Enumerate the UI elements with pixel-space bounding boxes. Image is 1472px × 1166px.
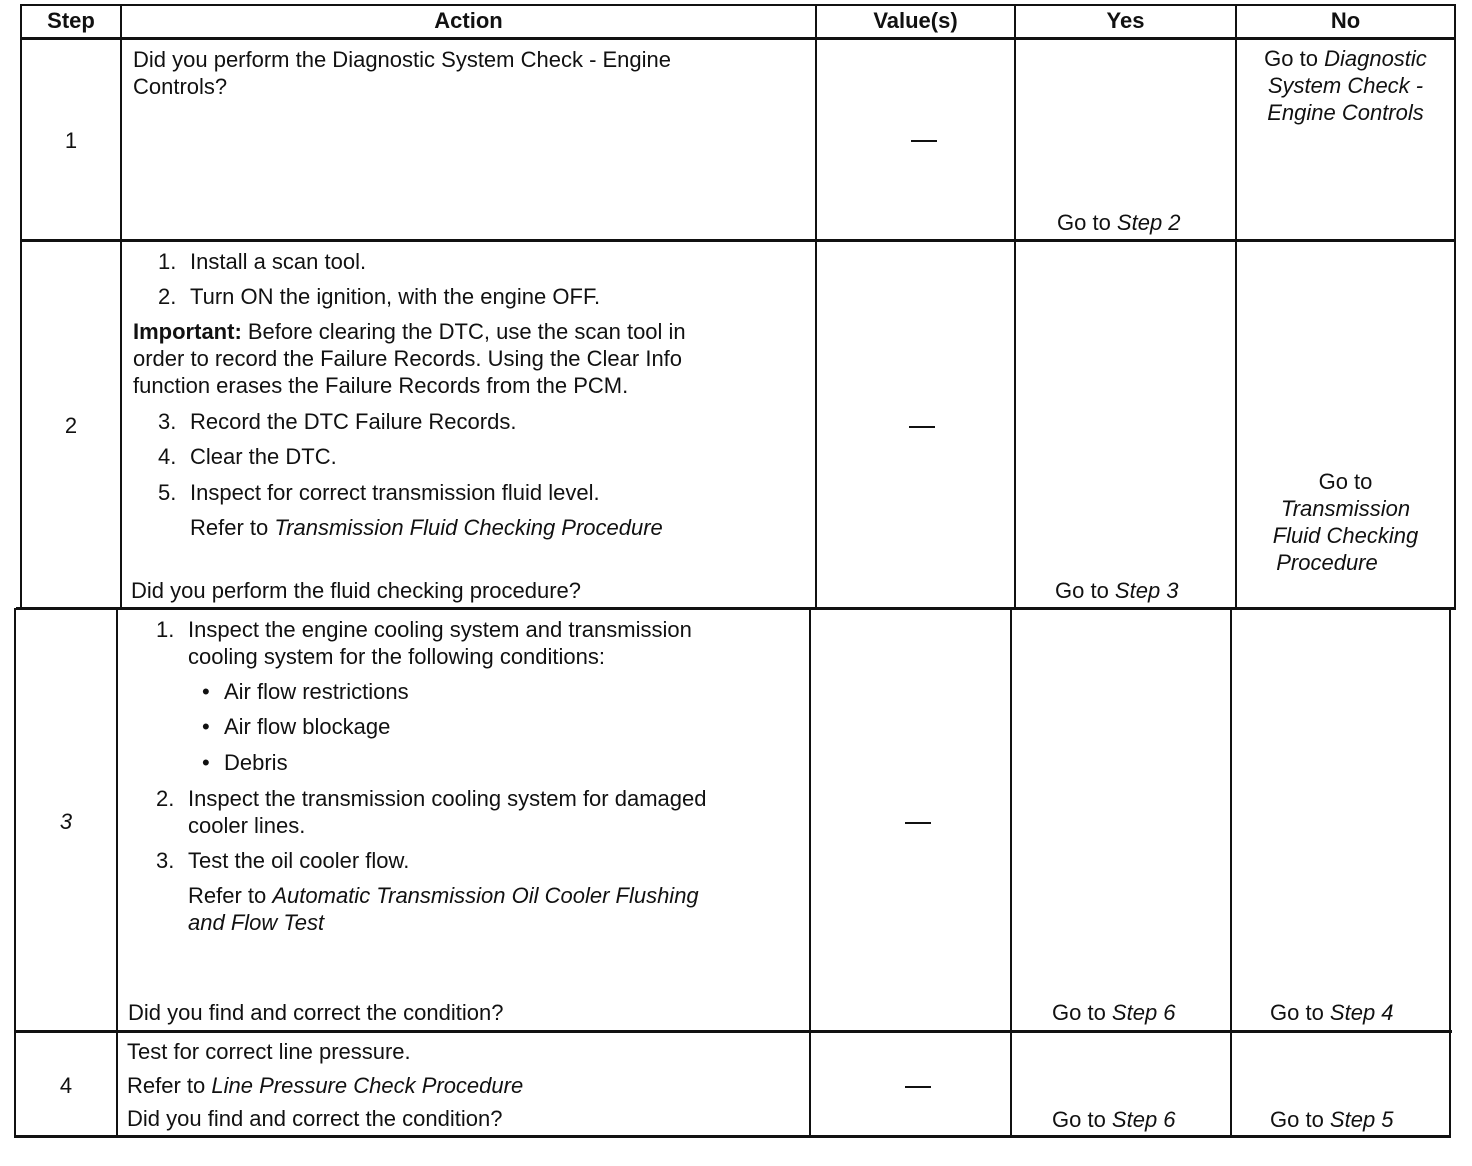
row3-refer-2: and Flow Test [188, 910, 325, 935]
step-number-4: 4 [59, 1073, 73, 1098]
row3-bullet2: • [202, 714, 210, 739]
row1-no-line2: System Check - [1267, 73, 1424, 98]
rule-action-value [815, 4, 817, 608]
rule-right [1454, 4, 1456, 608]
rule-right-lower [1449, 608, 1451, 1138]
rule-step-action-lower [116, 608, 118, 1138]
row3-b3: Debris [224, 750, 288, 775]
row2-value-dash [909, 426, 935, 428]
row1-no-line1: Go to Diagnostic [1264, 46, 1427, 71]
row1-action-line2: Controls? [133, 74, 228, 99]
row2-yes: Go to Step 3 [1055, 578, 1179, 603]
row3-item2-2: cooler lines. [188, 813, 306, 838]
row3-question: Did you find and correct the condition? [128, 1000, 504, 1025]
rule-row3 [14, 1030, 1452, 1033]
row2-no-line4: Procedure [1276, 550, 1378, 575]
row3-item1-2: cooling system for the following conditions: [188, 644, 605, 669]
header-step: Step [47, 8, 95, 33]
row2-refer: Refer to Transmission Fluid Checking Procedure [190, 515, 663, 540]
step-number-1: 1 [64, 128, 78, 153]
rule-header [20, 37, 1456, 40]
row3-num2: 2. [156, 786, 175, 811]
row3-bullet1: • [202, 679, 210, 704]
row2-num5: 5. [158, 480, 177, 505]
row3-num1: 1. [156, 617, 175, 642]
row2-item5: Inspect for correct transmission fluid level. [190, 480, 600, 505]
rule-yes-no-lower [1230, 608, 1232, 1138]
header-values: Value(s) [873, 8, 958, 33]
row2-no-line1: Go to [1318, 469, 1373, 494]
row3-bullet3: • [202, 750, 210, 775]
row1-action-line1: Did you perform the Diagnostic System Check - Engine [133, 47, 672, 72]
row4-no: Go to Step 5 [1270, 1107, 1394, 1132]
row3-no: Go to Step 4 [1270, 1000, 1394, 1025]
rule-step-action [120, 4, 122, 608]
row1-yes: Go to Step 2 [1057, 210, 1181, 235]
row3-refer-1: Refer to Automatic Transmission Oil Cooler Flushing [188, 883, 699, 908]
rule-left [20, 4, 22, 608]
row2-num4: 4. [158, 444, 177, 469]
row3-b1: Air flow restrictions [224, 679, 409, 704]
step-number-2: 2 [64, 413, 78, 438]
row2-num2: 2. [158, 284, 177, 309]
row2-important-2: order to record the Failure Records. Using the Clear Info [133, 346, 683, 371]
row4-value-dash [905, 1086, 931, 1088]
row2-question: Did you perform the fluid checking procedure? [131, 578, 582, 603]
row2-item4: Clear the DTC. [190, 444, 337, 469]
row3-num3: 3. [156, 848, 175, 873]
row2-num1: 1. [158, 249, 177, 274]
row2-item3: Record the DTC Failure Records. [190, 409, 517, 434]
row4-yes: Go to Step 6 [1052, 1107, 1176, 1132]
header-no: No [1330, 8, 1361, 33]
row4-question: Did you find and correct the condition? [127, 1106, 503, 1131]
rule-row1 [20, 239, 1456, 242]
row2-important-1: Important: Before clearing the DTC, use the scan tool in [133, 319, 686, 344]
header-yes: Yes [1106, 8, 1145, 33]
rule-action-value-lower [809, 608, 811, 1138]
row3-item1-1: Inspect the engine cooling system and transmission [188, 617, 692, 642]
row2-item2: Turn ON the ignition, with the engine OFF. [190, 284, 601, 309]
rule-row2 [16, 607, 1456, 610]
row1-no-line3: Engine Controls [1267, 100, 1424, 125]
rule-top [20, 4, 1456, 6]
row4-line1: Test for correct line pressure. [127, 1039, 411, 1064]
row3-value-dash [905, 822, 931, 824]
row2-no-line3: Fluid Checking [1272, 523, 1419, 548]
header-action: Action [434, 8, 503, 33]
row3-b2: Air flow blockage [224, 714, 391, 739]
row4-refer: Refer to Line Pressure Check Procedure [127, 1073, 524, 1098]
rule-value-yes [1014, 4, 1016, 608]
row2-no-line2: Transmission [1280, 496, 1411, 521]
rule-left-lower [14, 608, 16, 1138]
row3-item2-1: Inspect the transmission cooling system for damaged [188, 786, 707, 811]
rule-value-yes-lower [1010, 608, 1012, 1138]
row2-important-3: function erases the Failure Records from the PCM. [133, 373, 629, 398]
row3-yes: Go to Step 6 [1052, 1000, 1176, 1025]
step-number-3: 3 [59, 809, 73, 834]
row2-num3: 3. [158, 409, 177, 434]
rule-bottom [14, 1135, 1450, 1138]
row3-item3: Test the oil cooler flow. [188, 848, 410, 873]
row1-value-dash [911, 140, 937, 142]
row2-item1: Install a scan tool. [190, 249, 367, 274]
